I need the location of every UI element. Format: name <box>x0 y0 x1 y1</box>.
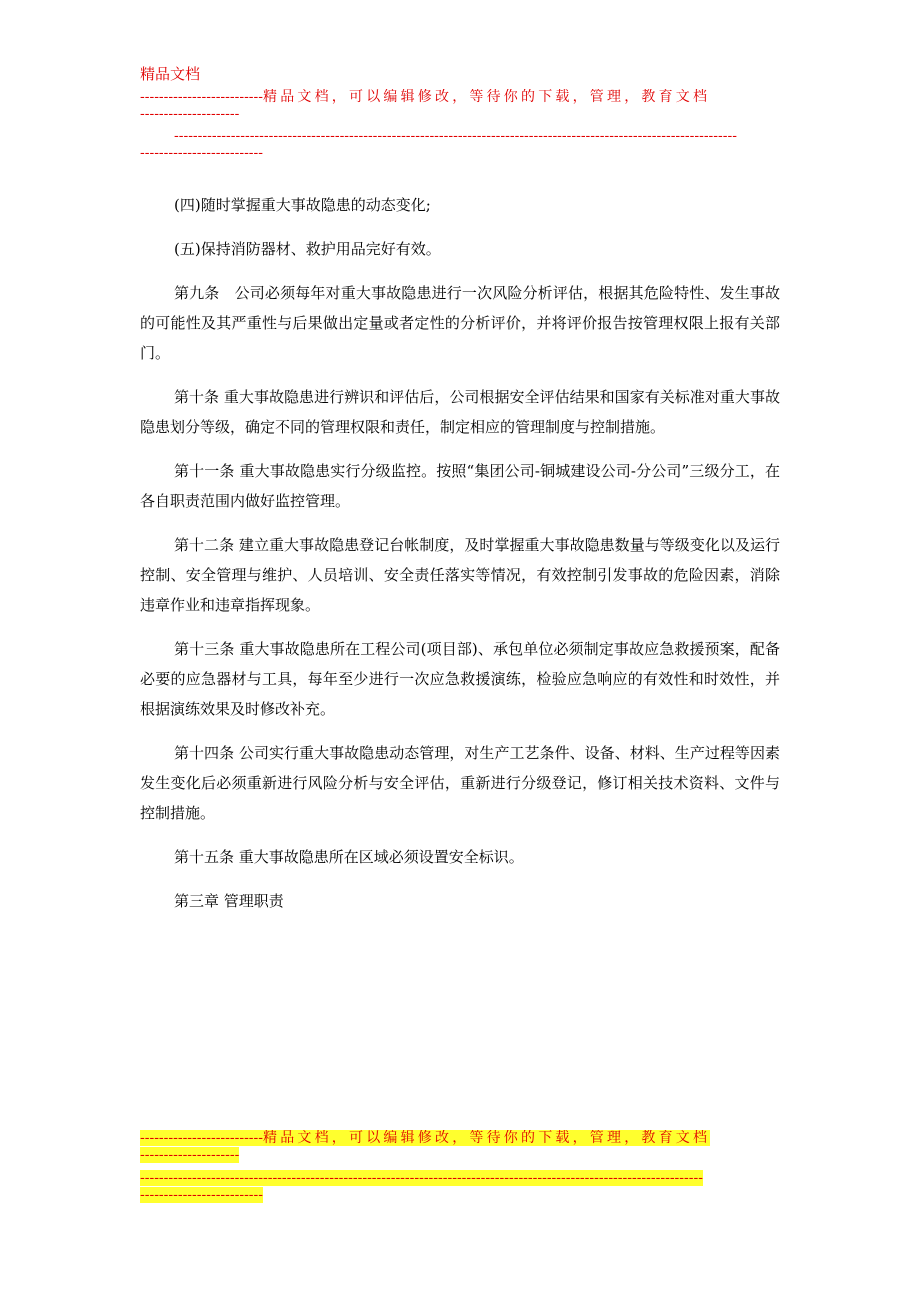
bottom-banner <box>140 1130 785 1164</box>
bottom-rule-line-1 <box>140 1170 785 1187</box>
chapter-3-heading: 第三章 管理职责 <box>174 892 284 910</box>
bottom-rule-line-2 <box>140 1187 785 1204</box>
top-banner-rule <box>140 128 785 162</box>
paragraph-item-5: (五)保持消防器材、救护用品完好有效。 <box>174 240 441 258</box>
bottom-rule-highlight: ----------------------------------------------------------------------------------------------------------------------- <box>140 1170 703 1186</box>
article-14: 第十四条 公司实行重大事故隐患动态管理，对生产工艺条件、设备、材料、生产过程等因素发生变化后必须重新进行风险分析与安全评估，重新进行分级登记，修订相关技术资料、文件与控制措施。 <box>140 744 780 822</box>
top-rule-line-2: -------------------------- <box>140 145 263 161</box>
article-11: 第十一条 重大事故隐患实行分级监控。按照“集团公司-铜城建设公司-分公司”三级分工，在各自职责范围内做好监控管理。 <box>140 462 780 510</box>
bottom-banner-rule <box>140 1170 785 1204</box>
top-banner-line-1 <box>140 89 785 106</box>
article-10: 第十条 重大事故隐患进行辨识和评估后，公司根据安全评估结果和国家有关标准对重大事故隐患划分等级，确定不同的管理权限和责任，制定相应的管理制度与控制措施。 <box>140 388 780 436</box>
header-label: 精品文档 <box>140 65 201 83</box>
banner-text: 精品文档，可以编辑修改，等待你的下载，管理，教育文档 <box>263 89 711 105</box>
bottom-banner-text: 精品文档，可以编辑修改，等待你的下载，管理，教育文档 <box>263 1130 711 1146</box>
bottom-banner-dashes: -------------------------- <box>140 1130 263 1146</box>
article-9: 第九条 公司必须每年对重大事故隐患进行一次风险分析评估，根据其危险特性、发生事故的可能性及其严重性与后果做出定量或者定性的分析评价，并将评价报告按管理权限上报有关部门。 <box>140 284 780 362</box>
top-banner-line-2: --------------------- <box>140 106 240 122</box>
banner-dashes: -------------------------- <box>140 89 263 105</box>
bottom-banner-tail-highlight: --------------------- <box>140 1147 240 1163</box>
top-banner <box>140 89 785 123</box>
bottom-banner-highlight <box>140 1130 710 1146</box>
article-15: 第十五条 重大事故隐患所在区域必须设置安全标识。 <box>174 848 524 866</box>
document-body <box>140 190 780 930</box>
bottom-banner-line-2 <box>140 1147 785 1164</box>
article-12: 第十二条 建立重大事故隐患登记台帐制度，及时掌握重大事故隐患数量与等级变化以及运行控制、安全管理与维护、人员培训、安全责任落实等情况，有效控制引发事故的危险因素，消除违章作业和违章指挥现象。 <box>140 536 780 614</box>
top-rule-line-1: ----------------------------------------------------------------------------------------------------------------------- <box>174 128 737 144</box>
article-13: 第十三条 重大事故隐患所在工程公司(项目部)、承包单位必须制定事故应急救援预案，配备必要的应急器材与工具，每年至少进行一次应急救援演练，检验应急响应的有效性和时效性，并根据演练效果及时修改补充。 <box>140 640 780 718</box>
bottom-banner-line-1 <box>140 1130 785 1147</box>
bottom-rule-tail-highlight: -------------------------- <box>140 1187 263 1203</box>
paragraph-item-4: (四)随时掌握重大事故隐患的动态变化; <box>174 196 431 214</box>
